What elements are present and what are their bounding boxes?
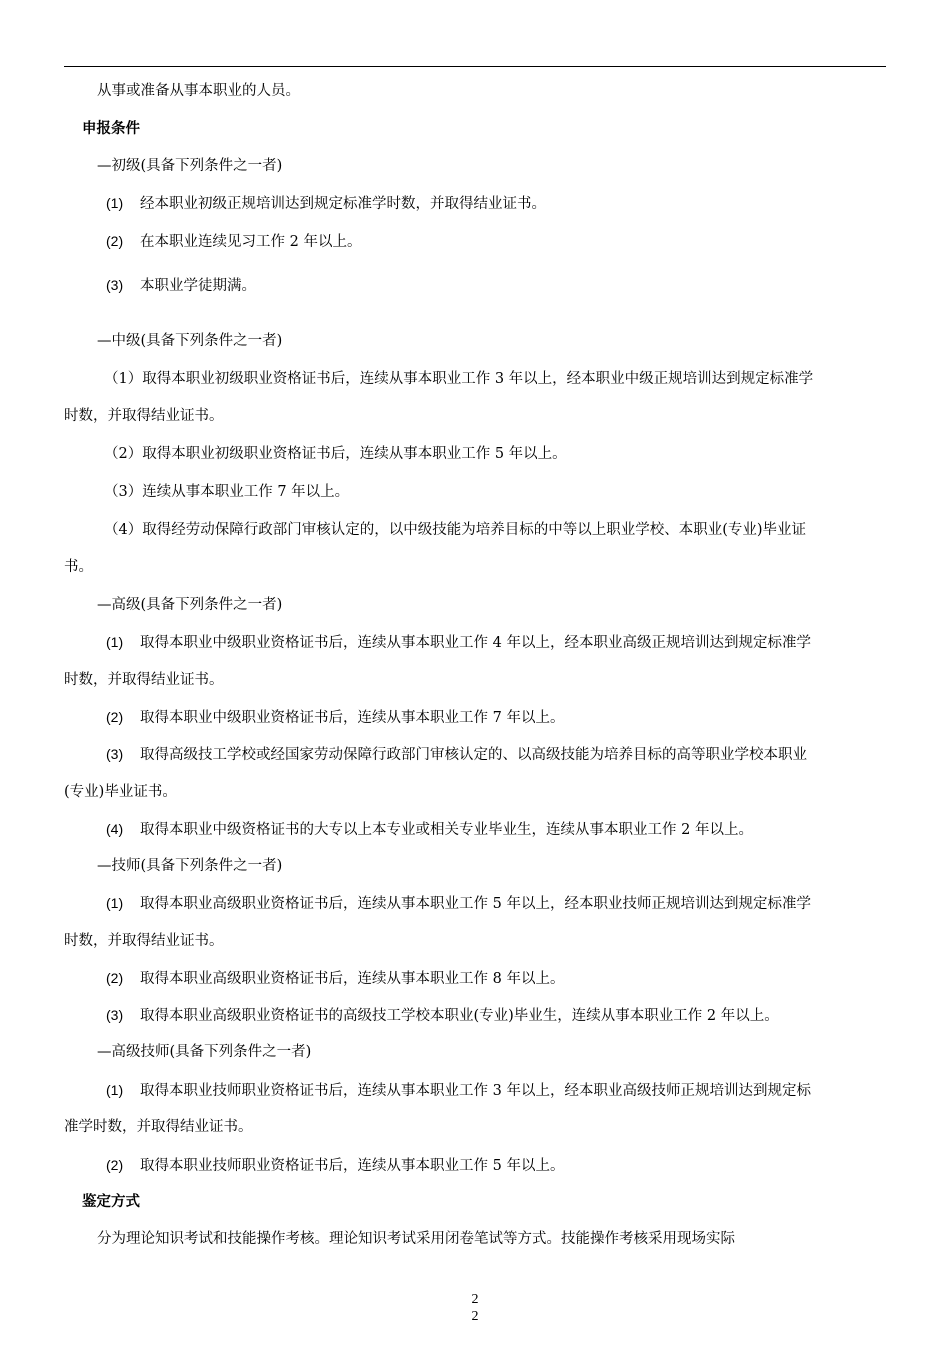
list-item (104, 444, 567, 464)
item-text: 取得本职业初级职业资格证书后，连续从事本职业工作 5 年以上。 (142, 446, 567, 462)
item-text-continued: 时数，并取得结业证书。 (64, 672, 224, 688)
item-text-continued: 准学时数，并取得结业证书。 (64, 1119, 253, 1135)
item-text: 取得经劳动保障行政部门审核认定的，以中级技能为培养目标的中等以上职业学校、本职业(专业)毕业证 (142, 522, 807, 538)
item-text: 本职业学徒期满。 (140, 278, 256, 294)
item-text: 取得本职业中级职业资格证书后，连续从事本职业工作 4 年以上，经本职业高级正规培训达到规定标准学 (140, 635, 811, 651)
list-item (106, 1005, 779, 1026)
item-number: (2) (106, 709, 124, 725)
page-number-repeat: 2 (471, 1309, 479, 1324)
page-number: 2 (471, 1292, 479, 1307)
list-item (106, 193, 546, 214)
item-text-continued: 书。 (64, 559, 93, 575)
item-number: （3） (104, 484, 143, 500)
item-number: (1) (106, 895, 124, 911)
list-item (106, 632, 811, 653)
level-junior-title: —初级(具备下列条件之一者) (97, 158, 283, 174)
item-text: 连续从事本职业工作 7 年以上。 (142, 484, 350, 500)
item-number: (1) (106, 634, 124, 650)
level-middle-title: —中级(具备下列条件之一者) (97, 333, 283, 349)
item-number: (4) (106, 821, 124, 837)
item-number: (1) (106, 195, 124, 211)
list-item (106, 1080, 811, 1101)
list-item (106, 819, 753, 840)
list-item (106, 893, 811, 914)
item-number: （1） (104, 371, 143, 387)
heading-apply: 申报条件 (82, 121, 140, 137)
item-number: (2) (106, 970, 124, 986)
appraisal-text: 分为理论知识考试和技能操作考核。理论知识考试采用闭卷笔试等方式。技能操作考核采用现场实际 (97, 1231, 735, 1247)
item-number: (1) (106, 1082, 124, 1098)
item-text-continued: 时数，并取得结业证书。 (64, 408, 224, 424)
list-item (106, 231, 361, 252)
list-item (104, 482, 349, 502)
header-rule (64, 66, 886, 67)
item-text: 在本职业连续见习工作 2 年以上。 (140, 234, 362, 250)
list-item (106, 707, 564, 728)
item-text: 取得高级技工学校或经国家劳动保障行政部门审核认定的、以高级技能为培养目标的高等职业学校本职业 (140, 747, 807, 763)
item-number: (2) (106, 1157, 124, 1173)
intro-text: 从事或准备从事本职业的人员。 (97, 83, 300, 99)
list-item (106, 968, 564, 989)
item-number: （4） (104, 522, 143, 538)
level-senior-technician-title: —高级技师(具备下列条件之一者) (97, 1044, 312, 1060)
heading-appraisal: 鉴定方式 (82, 1194, 140, 1210)
item-text: 取得本职业高级职业资格证书的高级技工学校本职业(专业)毕业生，连续从事本职业工作 2 年以上。 (140, 1008, 779, 1024)
item-text: 取得本职业技师职业资格证书后，连续从事本职业工作 3 年以上，经本职业高级技师正规培训达到规定标 (140, 1083, 811, 1099)
list-item (106, 275, 256, 296)
level-technician-title: —技师(具备下列条件之一者) (97, 858, 283, 874)
level-senior-title: —高级(具备下列条件之一者) (97, 597, 283, 613)
item-number: (2) (106, 233, 124, 249)
item-number: (3) (106, 746, 124, 762)
item-text: 取得本职业技师职业资格证书后，连续从事本职业工作 5 年以上。 (140, 1158, 565, 1174)
item-text: 取得本职业高级职业资格证书后，连续从事本职业工作 5 年以上，经本职业技师正规培训达到规定标准学 (140, 896, 811, 912)
item-text-continued: 时数，并取得结业证书。 (64, 933, 224, 949)
list-item (106, 1155, 564, 1176)
item-text: 取得本职业高级职业资格证书后，连续从事本职业工作 8 年以上。 (140, 971, 565, 987)
list-item (104, 520, 806, 540)
list-item (106, 744, 807, 765)
item-text: 取得本职业初级职业资格证书后，连续从事本职业工作 3 年以上，经本职业中级正规培训达到规定标准学 (142, 371, 814, 387)
item-text-continued: (专业)毕业证书。 (64, 784, 177, 800)
item-text: 经本职业初级正规培训达到规定标准学时数，并取得结业证书。 (140, 196, 546, 212)
item-text: 取得本职业中级职业资格证书后，连续从事本职业工作 7 年以上。 (140, 710, 565, 726)
item-text: 取得本职业中级资格证书的大专以上本专业或相关专业毕业生，连续从事本职业工作 2 年以上。 (140, 822, 753, 838)
item-number: (3) (106, 1007, 124, 1023)
item-number: （2） (104, 446, 143, 462)
item-number: (3) (106, 277, 124, 293)
list-item (104, 369, 813, 389)
